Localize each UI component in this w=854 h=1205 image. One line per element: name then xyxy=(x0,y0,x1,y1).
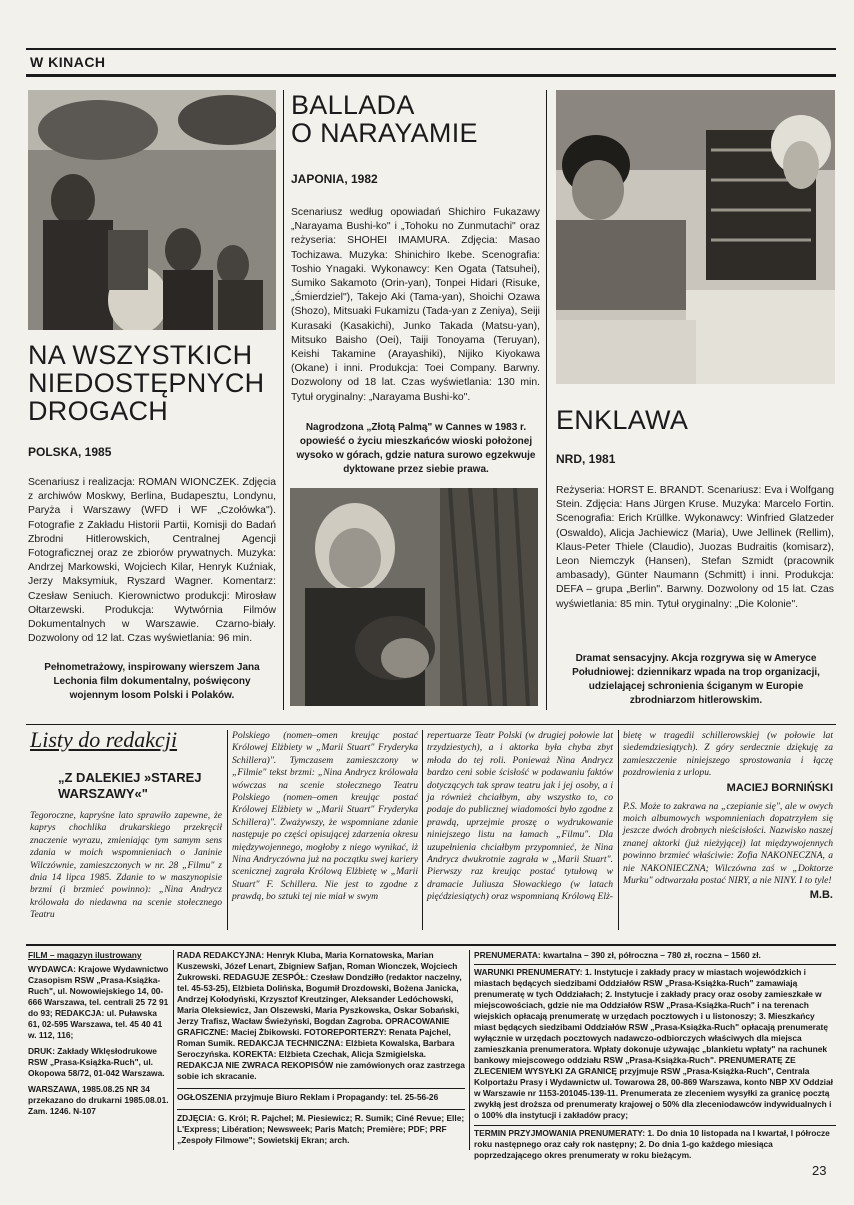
film3-country-year: NRD, 1981 xyxy=(556,452,616,466)
letters-signature: MACIEJ BORNIŃSKI xyxy=(726,781,833,794)
column-divider-right xyxy=(546,90,547,710)
film1-blurb: Pełnometrażowy, inspirowany wierszem Jana Lechonia film dokumentalny, poświęcony wojennym losom Polski i Polaków. xyxy=(44,662,260,701)
imprint-subscription-price: PRENUMERATA: kwartalna – 390 zł, półroczna – 780 zł, roczna – 1560 zł. xyxy=(474,950,761,960)
imprint-col3-rule-1 xyxy=(474,964,836,965)
letters-col1: Tegoroczne, kapryśne lato sprawiło zapewne, że kaprys chochlika drukarskiego przekręcił znaczenie wyrazu, zmieniając tym samym sens zdania w moich wspomnieniach o Janinie Wilczównie, zamieszczonych w nr. 28 „Filmu" z dnia 14 lipca 1985. Zdanie to w maszynopisie brzmi (i brzmieć powinno): „Nina Andrycz królowała do niedawna na scenie stołecznego Teatru xyxy=(30,810,222,921)
film2-credits: Scenariusz według opowiadań Shichiro Fukazawy „Narayama Bushi-ko" i „Tohoku no Zunmutachi" oraz reżyseria: SHOHEI IMAMURA. Zdjęcia: Masao Tochizawa. Muzyka: Shinichiro Ikebe. Scenografia: Toshio Ynagaki. Wykonawcy: Ken Ogata (Tatsuhei), Sumiko Sakamoto (Orin-yan), Tonpei Hidari (Risuke, „Śmierdziel"), Takejo Aki (Tama-yan), Shoichi Ozawa (Shozo), Mitsuaki Fukamizu (Tada-yan z Zeniya), Seiji Kurasaki (Kasakichi), Junko Takada (Matsu-yan), Mitsuko Baisho (Oei), Taiji Tonoyama (Teruyan), Keishi Takamine (Arayashiki), Nijiko Kiyokawa (Okane) i inni. Produkcja: Toei Company. Barwny. Dozwolony od 18 lat. Czas wyświetlania: 130 min. Tytuł oryginalny: „Narayama Bushi-ko". xyxy=(291,207,540,403)
imprint-subscription-terms: WARUNKI PRENUMERATY: 1. Instytucje i zakłady pracy w miastach wojewódzkich i miastach będących siedzibami Oddziałów RSW „Prasa-Książka-Ruch" zamawiają prenumeratę w tych Oddziałach; 2. Instytucje i zakłady pracy oraz osoby zamieszkałe w miejscowościach, gdzie nie ma Oddziałów RSW „Prasa-Książka-Ruch" i na terenach wiejskich opłacają prenumeratę w urzędach pocztowych i u listonoszy; 3. Mieszkańcy miast będących siedzibami Oddziałów RSW „Prasa-Książka-Ruch" opłacają prenumeratę wyłącznie w urzędach pocztowych nadawczo-odbiorczych właściwych dla miejsca zamieszkania prenumeratora. Wpłaty dokonuje używając „blankietu wpłaty" na rachunek bankowy miejscowego oddziału RSW „Prasa-Książka-Ruch". PRENUMERATĘ ZE ZLECENIEM WYSYŁKI ZA GRANICĘ przyjmuje RSW „Prasa-Książka-Ruch", Centrala Kolportażu Prasy i Wydawnictw ul. Towarowa 28, 00-869 Warszawa, konto NBP XV Oddział w Warszawie nr 1153-201045-139-11. Prenumerata ze zleceniem wysyłki za granicę pocztą zwykłą jest droższa od prenumeraty krajowej o 50% dla zleceniodawców indywidualnych i o 100% dla instytucji i zakładów pracy; xyxy=(474,967,833,1120)
letters-heading: „Z DALEKIEJ »STAREJ WARSZAWY«" xyxy=(58,770,202,801)
film2-title-line1: BALLADA xyxy=(291,90,415,120)
imprint-col2-rule-1 xyxy=(177,1088,465,1089)
imprint-col3 xyxy=(474,950,836,1161)
film3-blurb: Dramat sensacyjny. Akcja rozgrywa się w Ameryce Południowej: dziennikarz wpada na trop organizacji, udzielającej schronienia ściganym w Europie zbrodniarzom hitlerowskim. xyxy=(572,653,820,706)
page-number: 23 xyxy=(812,1163,827,1178)
imprint-masthead: FILM – magazyn ilustrowany xyxy=(28,950,142,960)
letters-col3: repertuarze Teatr Polski (w drugiej połowie lat trzydziestych), a i aktorka była chyba zbyt młoda do tej roli. Ponieważ Nina Andrycz bardzo ceni sobie ścisłość w podawaniu faktów dotyczących tak spraw teatru jak i jej osoby, a i ja również chciałbym, aby wszystko to, co podaje do publicznej wiadomości było zgodne z prawdą, uprzejmie proszę o wydrukowanie niniejszego listu na łamach „Filmu". Dla uzupełnienia chciałbym przypomnieć, że Nina Andrycz dwukrotnie zagrała w „Marii Stuart". Pierwszy raz kreując postać tytułową w dramacie Juliusza Słowackiego (w latach pięćdziesiątych) oraz wspomnianą Królową Elż- xyxy=(427,730,614,903)
photo-film2-narayama xyxy=(290,488,538,706)
letters-col4-wrap xyxy=(623,730,833,903)
letters-divider-2 xyxy=(422,730,423,930)
imprint-top-rule xyxy=(26,944,836,946)
imprint-deadline: TERMIN PRZYJMOWANIA PRENUMERATY: 1. Do dnia 10 listopada na I kwartał, I półrocze roku następnego oraz cały rok następny; 2. Do dnia 1-go każdego miesiąca poprzedzającego okres prenumeraty w roku bieżącym. xyxy=(474,1128,830,1160)
letters-top-rule xyxy=(26,724,836,725)
film2-title-line2: O NARAYAMIE xyxy=(291,118,478,148)
column-divider-left xyxy=(283,90,284,710)
letters-col2: Polskiego (nomen–omen kreując postać Królowej Elżbiety w „Marii Stuart" Fryderyka Schillera)". Tymczasem zamieszczony w „Filmie" tekst brzmi: „Nina Andrycz królowała wówczas na scenie stołecznego Teatru Polskiego (nomen–omen kreując postać Królowej Elżbiety w „Marii Stuart" Fryderyka Schillera)". Zważywszy, że wspomniane zdanie następuje po części opisującej zdarzenia okresu międzywojennego, mogłoby z niego wynikać, iż Nina Andryczówna już na początku swej kariery scenicznej zagrała Królową Elżbietę w „Marii Stuart" F. Schillera. Nie jest to zgodne z prawdą, bo sztuki tej nie miał w swym xyxy=(232,730,418,903)
film2-blurb: Nagrodzona „Złotą Palmą" w Cannes w 1983 r. opowieść o życiu mieszkańców wioski położonej wysoko w górach, gdzie natura surowo egzekwuje dyktowane przez siebie prawa. xyxy=(296,422,536,475)
imprint-photos: ZDJĘCIA: G. Król; R. Pajchel; M. Piesiewicz; R. Sumik; Ciné Revue; Elle; L'Express; Libération; Newsweek; Paris Match; Première; PDF; PRF „Zespoły Filmowe"; Sowietskij Ekran; arch. xyxy=(177,1113,465,1145)
film1-title-line3: DROGACH xyxy=(28,396,169,426)
imprint-publisher: WYDAWCA: Krajowe Wydawnictwo Czasopism RSW „Prasa-Książka-Ruch", ul. Nowowiejskiego 14, 00-666 Warszawa, tel. centrali 25 72 91 do 93; REDAKCJA: ul. Puławska 61, 02-595 Warszawa, tel. 45 40 41 w. 112, 116; xyxy=(28,964,169,1040)
imprint-divider-2 xyxy=(469,950,470,1150)
imprint-col3-rule-2 xyxy=(474,1125,836,1126)
letters-ps: P.S. Może to zakrawa na „czepianie się", ale w owych moich albumowych wspomnieniach dopatrzyłem się jeszcze dwóch drobnych nieścisłości. Nazwisko naszej znanej aktorki (już nieżyjącej) lat międzywojennych powinno brzmieć właściwie: Zofia NAKONECZNA, a nie NAKONIECZNA; Wilczówna zaś w „Doktorze Murku" odtwarzała postać NIRY, a nie NINY. I to tyle! xyxy=(623,800,833,887)
film3-title: ENKLAWA xyxy=(556,405,689,435)
header-top-rule xyxy=(26,48,836,50)
letters-col4: bietę w tragedii schillerowskiej (w połowie lat siedemdziesiątych). Z góry serdecznie dziękuję za zamieszczenie niniejszego sprostowania i łączę pozdrowienia z urlopu. xyxy=(623,730,833,779)
letters-section-title: Listy do redakcji xyxy=(30,727,178,752)
imprint-dates: WARSZAWA, 1985.08.25 NR 34 przekazano do drukarni 1985.08.01. Zam. 1246. N-107 xyxy=(28,1084,169,1116)
film3-credits: Reżyseria: HORST E. BRANDT. Scenariusz: Eva i Wolfgang Stein. Zdjęcia: Hans Jürgen Kruse. Muzyka: Marcelo Fortin. Scenografia: Erich Krüllke. Wykonawcy: Winfried Glatzeder (Oswaldo), Alicja Jachiewicz (Maria), Uwe Jellinek (Rellim), Klaus-Peter Thiele (Claudio), Juozas Budraitis (komisarz), Leon Niemczyk (Hansen), Stefan Szmidt (pracownik ambasady), Günter Naumann (Schmitt) i inni. Produkcja: DEFA – grupa „Berlin". Barwny. Dozwolony od 15 lat. Czas wyświetlania: 85 min. Tytuł oryginalny: „Die Kolonie". xyxy=(556,485,834,610)
letters-divider-3 xyxy=(618,730,619,930)
film1-country-year: POLSKA, 1985 xyxy=(28,445,112,459)
imprint-col1 xyxy=(28,950,170,1117)
imprint-ads: OGŁOSZENIA przyjmuje Biuro Reklam i Propagandy: tel. 25-56-26 xyxy=(177,1092,439,1102)
header-bottom-rule xyxy=(26,74,836,77)
letters-divider-1 xyxy=(227,730,228,930)
film1-credits: Scenariusz i realizacja: ROMAN WIONCZEK. Zdjęcia z archiwów Moskwy, Berlina, Budapesztu, Londynu, Paryża i Warszawy (WFD i WF „Czołówka"). Fotografie z Zakładu Historii Partii, Komisji do Badań Zbrodni Hitlerowskich, Centralnej Agencji Fotograficznej oraz ze zbiorów prywatnych. Muzyka: Andrzej Markowski, Wojciech Kilar, Henryk Kuźniak, Jerzy Maksymiuk, Ryszard Wagner. Komentarz: Czesław Seniuch. Kierownictwo produkcji: Mirosław Ołtarzewski. Produkcja: Wytwórnia Filmów Dokumentalnych w Warszawie. Czarno-biały. Dozwolony od 12 lat. Czas wyświetlania: 96 min. xyxy=(28,477,276,645)
imprint-print: DRUK: Zakłady Wklęsłodrukowe RSW „Prasa-Książka-Ruch", ul. Okopowa 58/72, 01-042 Warszawa. xyxy=(28,1046,165,1078)
section-label: W KINACH xyxy=(30,54,106,70)
photo-film3-enklawa xyxy=(556,90,835,384)
letters-initials: M.B. xyxy=(809,889,833,902)
imprint-col2-rule-2 xyxy=(177,1109,465,1110)
film1-title xyxy=(28,341,278,425)
film2-country-year: JAPONIA, 1982 xyxy=(291,172,378,186)
imprint-col2 xyxy=(177,950,465,1146)
film1-title-line1: NA WSZYSTKICH xyxy=(28,340,253,370)
film1-title-line2: NIEDOSTĘPNYCH xyxy=(28,368,265,398)
photo-film1-soldiers xyxy=(28,90,276,330)
film2-title xyxy=(291,91,541,147)
imprint-editorial-board: RADA REDAKCYJNA: Henryk Kluba, Maria Kornatowska, Marian Kuszewski, Józef Lenart, Zbigniew Safjan, Roman Wionczek, Wojciech Żukrowski. REDAGUJE ZESPÓŁ: Czesław Dondziłło (redaktor naczelny, tel. 45-53-25), Elżbieta Dolińska, Bogumił Drozdowski, Bożena Janicka, Andrzej Kołodyński, Krzysztof Kreutzinger, Aleksander Ledóchowski, Maria Oleksiewicz, Jan Olszewski, Maria Pyszkowska, Oskar Sobański, Jerzy Trafisz, Wacław Świeżyński, Bogdan Zagroba. OPRACOWANIE GRAFICZNE: Maciej Żbikowski. FOTOREPORTERZY: Renata Pajchel, Roman Sumik. REDAKCJA TECHNICZNA: Elżbieta Kowalska, Barbara Seroczyńska. KOREKTA: Elżbieta Czechak, Alicja Szmigielska. REDAKCJA NIE ZWRACA REKOPISÓW nie zamówionych oraz zastrzega sobie ich skracanie. xyxy=(177,950,465,1081)
imprint-divider-1 xyxy=(173,950,174,1150)
